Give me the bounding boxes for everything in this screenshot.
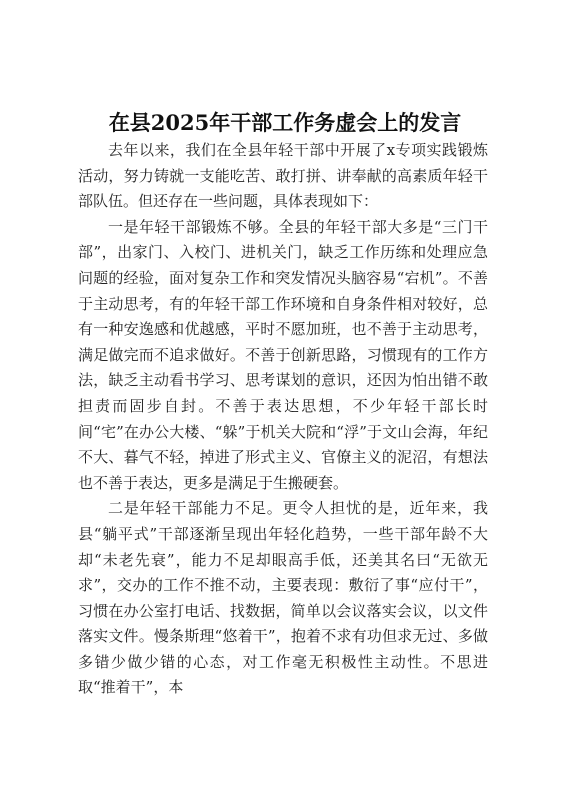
paragraph-intro: 去年以来，我们在全县年轻干部中开展了x专项实践锻炼活动，努力铸就一支能吃苦、敢打拼、讲奉献的高素质年轻干部队伍。但还存在一些问题，具体表现如下： (78, 141, 488, 211)
paragraph-point-two: 二是年轻干部能力不足。更令人担忧的是，近年来，我县“躺平式”干部逐渐呈现出年轻化趋势，一些干部年龄不大却“未老先衰”，能力不足却眼高手低，还美其名曰“无欲无求”，交办的工作不推不动，主要表现：敷衍了事“应付干”，习惯在办公室打电话、找数据，简单以会议落实会议，以文件落实文件。慢条斯理“悠着干”，抱着不求有功但求无过、多做多错少做少错的心态，对工作毫无积极性主动性。不思进取“推着干”，本 (78, 499, 488, 697)
paragraph-point-one: 一是年轻干部锻炼不够。全县的年轻干部大多是“三门干部”，出家门、入校门、进机关门，缺乏工作历练和处理应急问题的经验，面对复杂工作和突发情况头脑容易“宕机”。不善于主动思考，有的年轻干部工作环境和自身条件相对较好，总有一种安逸感和优越感，平时不愿加班，也不善于主动思考，满足做完而不追求做好。不善于创新思路，习惯现有的工作方法，缺乏主动看书学习、思考谋划的意识，还因为怕出错不敢担责而固步自封。不善于表达思想，不少年轻干部长时间“宅”在办公大楼、“躲”于机关大院和“浮”于文山会海，年纪不大、暮气不轻，掉进了形式主义、官僚主义的泥沼，有想法也不善于表达，更多是满足于生搬硬套。 (78, 217, 488, 492)
document-body (78, 138, 488, 701)
document-title: 在县2025年干部工作务虚会上的发言 (108, 110, 462, 135)
